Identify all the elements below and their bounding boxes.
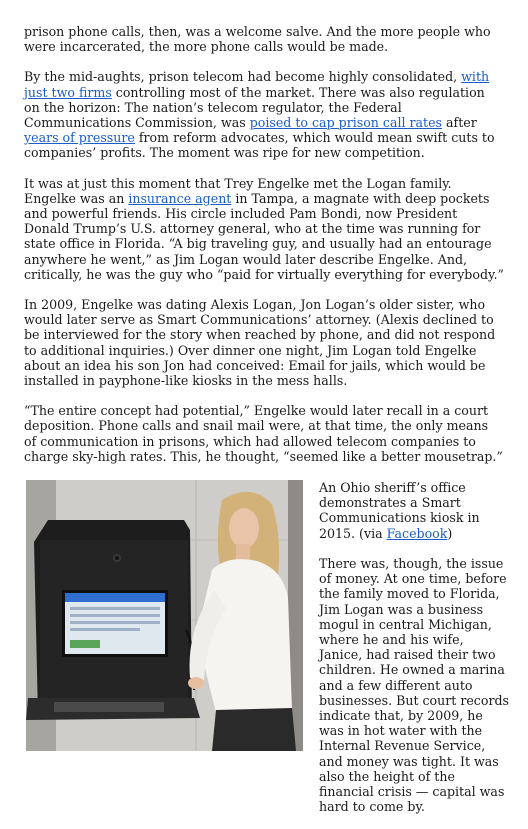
cap-rates-link[interactable]: poised to cap prison call rates: [249, 115, 443, 131]
paragraph-2: [24, 69, 504, 160]
paragraph-6: [319, 556, 509, 814]
paragraph-1: [24, 24, 504, 54]
paragraph-1-text: prison phone calls, then, was a welcome salve. And the more people who were incarcerated, the more phone calls would be made.: [24, 24, 491, 55]
facebook-link[interactable]: Facebook: [386, 525, 448, 541]
paragraph-2-text-b: controlling most of the market. There was also regulation on the horizon: The nation’s telecom regulator, the Federal Communications Commission, was: [24, 84, 485, 131]
photo-caption: [319, 480, 509, 541]
paragraph-3-text-b: in Tampa, a magnate with deep pockets and powerful friends. His circle included Pam Bondi, now President Donald Trump’s U.S. attorney general, who at the time was running for state office in Florida. “A big traveling guy, and usually had an entourage anywhere he went,” as Jim Logan would later describe Engelke. And, critically, he was the guy who “paid for virtually everything for everybody.”: [24, 190, 504, 282]
paragraph-2-text-a: By the mid-aughts, prison telecom had become highly consolidated,: [24, 69, 462, 85]
caption-end: ): [447, 525, 453, 541]
figure-row: [24, 480, 509, 815]
paragraph-6-text: There was, though, the issue of money. At one time, before the family moved to Florida, Jim Logan was a business mogul in central Michigan, where he and his wife, Janice, had raised their two children. He owned a marina and a few different auto businesses. But court records indicate that, by 2009, he was in hot water with the Internal Revenue Service, and money was tight. It was also the height of the financial crisis — capital was hard to come by.: [319, 555, 509, 815]
paragraph-3: [24, 176, 504, 282]
paragraph-5-text: “The entire concept had potential,” Engelke would later recall in a court deposition. Phone calls and snail mail were, at that time, the only means of communication in prisons, which had allowed telecom companies to charge sky-high rates. This, he thought, “seemed like a better mousetrap.”: [24, 403, 503, 464]
insurance-agent-link[interactable]: insurance agent: [128, 190, 232, 206]
article-body: [24, 24, 509, 815]
kiosk-photo-illustration: [26, 480, 303, 751]
paragraph-2-text-d: from reform advocates, which would mean swift cuts to companies’ profits. The moment was ripe for new competition.: [24, 130, 495, 161]
two-firms-link[interactable]: with just two firms: [24, 69, 490, 100]
paragraph-4: [24, 297, 504, 388]
paragraph-2-text-c: after: [442, 115, 477, 131]
kiosk-photo: [26, 480, 303, 751]
paragraph-5: [24, 403, 504, 464]
side-column: [319, 480, 509, 829]
caption-text: An Ohio sheriff’s office demonstrates a Smart Communications kiosk in 2015. (via: [319, 480, 480, 541]
paragraph-3-text-a: It was at just this moment that Trey Engelke met the Logan family. Engelke was an: [24, 175, 452, 206]
years-of-pressure-link[interactable]: years of pressure: [24, 130, 135, 146]
paragraph-4-text: In 2009, Engelke was dating Alexis Logan, Jon Logan’s older sister, who would later serve as Smart Communications’ attorney. (Alexis declined to be interviewed for the story when reached by phone, and did not respond to additional inquiries.) Over dinner one night, Jim Logan told Engelke about an idea his son Jon had conceived: Email for jails, which would be installed in payphone-like kiosks in the mess halls.: [24, 297, 496, 389]
